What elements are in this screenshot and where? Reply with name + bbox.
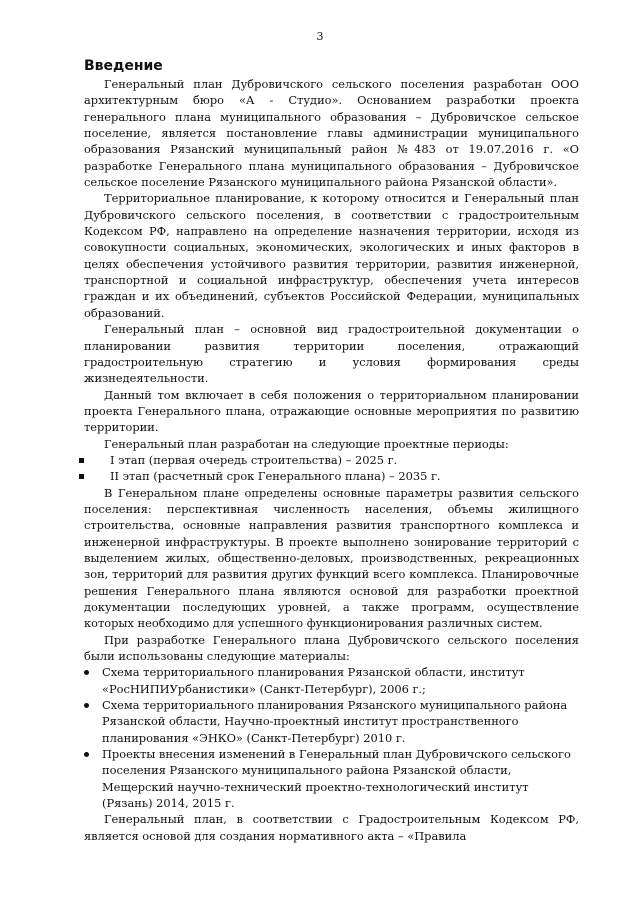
paragraph-territorial-planning: Территориальное планирование, к которому относится и Генеральный план Дубровичского сельского поселения, в соответствии с градостроительным Кодексом РФ, направлено на определение назначения территории, исходя из совокупности социальных, экономических, экологических и иных факторов в целях обеспечения устойчивого развития территории, развития инженерной, транспортной и социальной инфраструктур, обеспечения учета интересов граждан и их объединений, субъектов Российской Федерации, муниципальных образований. xyxy=(84,191,579,320)
materials-list xyxy=(84,664,579,811)
paragraph-periods-intro: Генеральный план разработан на следующие проектные периоды: xyxy=(104,436,509,451)
paragraph-normative-act: Генеральный план, в соответствии с Градостроительным Кодексом РФ, является основой для создания нормативного акта – «Правила xyxy=(84,812,579,843)
period-stage-2: II этап (расчетный срок Генерального плана) – 2035 г. xyxy=(110,469,441,484)
material-item: Проекты внесения изменений в Генеральный план Дубровичского сельского поселения Рязанского муниципального района Рязанской области, Мещерский научно-технический проектно-технологический институт (Рязань) 2014, 2015 г. xyxy=(102,747,571,811)
paragraph-main-parameters: В Генеральном плане определены основные параметры развития сельского поселения: перспективная численность населения, объемы жилищного строительства, основные направления развития транспортного комплекса и инженерной инфраструктуры. В проекте выполнено зонирование территорий с выделением жилых, общественно-деловых, производственных, рекреационных зон, территорий для развития других функций всего комплекса. Планировочные решения Генерального плана являются основой для разработки проектной документации последующих уровней, а также программ, осуществление которых необходимо для успешного функционирования различных систем. xyxy=(84,485,579,631)
material-item: Схема территориального планирования Рязанского муниципального района Рязанской области, Научно-проектный институт пространственного планирования «ЭНКО» (Санкт-Петербург) 2010 г. xyxy=(102,698,568,745)
paragraph-volume-contents: Данный том включает в себя положения о территориальном планировании проекта Генерального плана, отражающие основные мероприятия по развитию территории. xyxy=(84,387,579,435)
paragraph-general-plan-definition: Генеральный план – основной вид градостроительной документации о планировании развития территории поселения, отражающий градостроительную стратегию и условия формирования среды жизнедеятельности. xyxy=(84,322,579,386)
round-bullet-icon xyxy=(84,752,89,757)
paragraph-materials-intro: При разработке Генерального плана Дубровичского сельского поселения были использованы следующие материалы: xyxy=(84,632,579,664)
material-item: Схема территориального планирования Рязанской области, институт «РосНИПИУрбанистики» (Санкт-Петербург), 2006 г.; xyxy=(102,665,525,696)
list-item xyxy=(84,452,579,468)
periods-list xyxy=(84,452,579,485)
paragraph-basis: Генеральный план Дубровичского сельского поселения разработан ООО архитектурным бюро «А - Студио». Основанием разработки проекта генерального плана муниципального образования – Дубровичское сельское поселение, является постановление главы администрации муниципального образования Рязанский муниципальный район №483 от 19.07.2016 г. «О разработке Генерального плана муниципального образования – Дубровичское сельское поселение Рязанского муниципального района Рязанской области». xyxy=(84,77,579,190)
list-item xyxy=(84,468,579,484)
page-number: 3 xyxy=(316,30,324,43)
list-item xyxy=(84,664,579,697)
period-stage-1: I этап (первая очередь строительства) – 2025 г. xyxy=(110,452,398,467)
round-bullet-icon xyxy=(84,703,89,708)
list-item xyxy=(84,746,579,811)
square-bullet-icon xyxy=(79,458,84,463)
section-heading: Введение xyxy=(84,58,163,74)
page-content xyxy=(84,57,579,844)
list-item xyxy=(84,697,579,746)
square-bullet-icon xyxy=(79,474,84,479)
round-bullet-icon xyxy=(84,670,89,675)
